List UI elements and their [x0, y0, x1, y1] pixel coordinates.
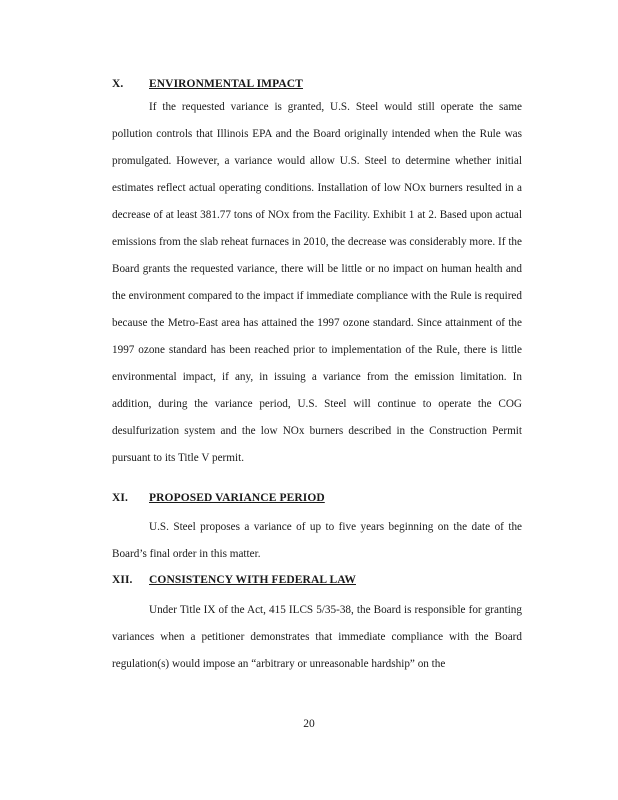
section-number: XI. [112, 492, 128, 504]
section-heading-consistency-with-federal-law [112, 574, 356, 586]
page-number: 20 [303, 718, 315, 730]
section-heading-environmental-impact [112, 78, 303, 90]
environmental-impact-paragraph: If the requested variance is granted, U.S. Steel would still operate the same pollution controls that Illinois EPA and the Board originally intended when the Rule was promulgated. However, a variance would allow U.S. Steel to determine whether initial estimates reflect actual operating conditions. Installation of low NOx burners resulted in a decrease of at least 381.77 tons of NOx from the Facility. Exhibit 1 at 2. Based upon actual emissions from the slab reheat furnaces in 2010, the decrease was considerably more. If the Board grants the requested variance, there will be little or no impact on human health and the environment compared to the impact if immediate compliance with the Rule is required because the Metro-East area has attained the 1997 ozone standard. Since attainment of the 1997 ozone standard has been reached prior to implementation of the Rule, there is little environmental impact, if any, in issuing a variance from the emission limitation. In addition, during the variance period, U.S. Steel will continue to operate the COG desulfurization system and the low NOx burners described in the Construction Permit pursuant to its Title V permit. [112, 101, 522, 464]
section-title: PROPOSED VARIANCE PERIOD [149, 492, 325, 504]
section-title: ENVIRONMENTAL IMPACT [149, 78, 303, 90]
proposed-variance-period-paragraph: U.S. Steel proposes a variance of up to five years beginning on the date of the Board’s final order in this matter. [112, 521, 522, 560]
section-number: X. [112, 78, 124, 90]
consistency-with-federal-law-paragraph: Under Title IX of the Act, 415 ILCS 5/35-38, the Board is responsible for granting variances when a petitioner demonstrates that immediate compliance with the Board regulation(s) would impose an “arbitrary or unreasonable hardship” on the [112, 604, 522, 670]
section-number: XII. [112, 574, 133, 586]
section-title: CONSISTENCY WITH FEDERAL LAW [149, 574, 356, 586]
section-heading-proposed-variance-period [112, 492, 325, 504]
